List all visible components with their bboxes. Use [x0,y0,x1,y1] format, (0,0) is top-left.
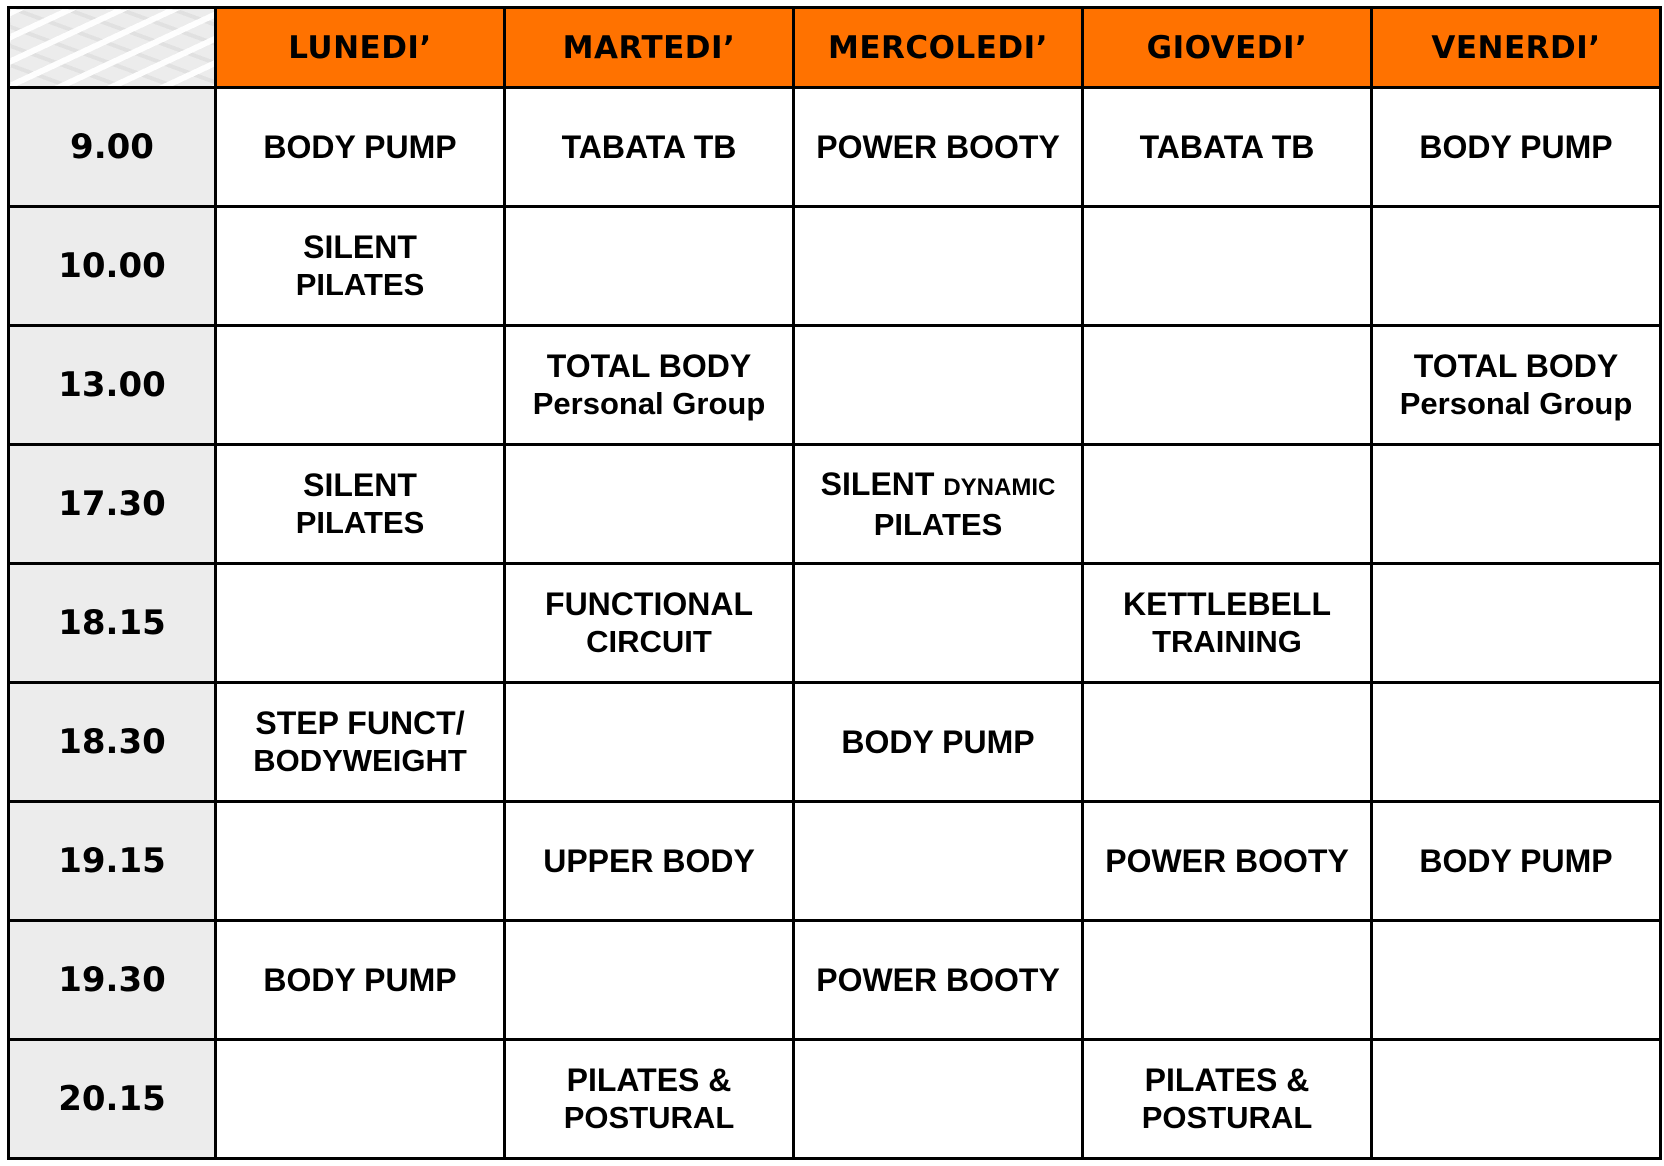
time-cell: 19.15 [9,802,216,921]
class-cell-tuesday [505,564,794,683]
time-cell: 10.00 [9,207,216,326]
class-cell-monday [216,683,505,802]
class-cell-wednesday [794,683,1083,802]
class-name-text: BODY PUMP [1419,842,1613,879]
schedule-row [9,921,1661,1040]
class-cell-tuesday [505,445,794,564]
schedule-row [9,802,1661,921]
class-name-text: POWER BOOTY [1105,842,1349,879]
class-cell-tuesday [505,802,794,921]
class-cell-thursday [1083,445,1372,564]
class-name-text: PILATES & [566,1062,732,1098]
class-cell-tuesday [505,207,794,326]
class-cell-monday [216,921,505,1040]
class-cell-thursday [1083,88,1372,207]
day-header-wednesday: MERCOLEDI’ [794,8,1083,88]
class-name-line1 [795,466,1081,506]
time-cell: 18.30 [9,683,216,802]
class-name-text: TOTAL BODY [1413,348,1619,384]
class-cell-thursday [1083,1040,1372,1159]
day-header-tuesday: MARTEDI’ [505,8,794,88]
class-name-line2: TRAINING [1152,624,1302,659]
class-cell-thursday [1083,921,1372,1040]
corner-cell [9,8,216,88]
schedule-row [9,88,1661,207]
class-cell-wednesday [794,445,1083,564]
class-name-line2: Personal Group [1399,386,1633,421]
class-name-line1 [506,348,792,385]
class-cell-thursday [1083,802,1372,921]
class-name-line1 [217,962,503,999]
class-cell-friday [1372,921,1661,1040]
class-cell-monday [216,326,505,445]
class-name-text: STEP FUNCT/ [255,705,465,741]
class-cell-monday [216,445,505,564]
header-row [9,8,1661,88]
class-name-line1 [795,962,1081,999]
time-cell: 20.15 [9,1040,216,1159]
class-name-text: UPPER BODY [543,842,755,879]
class-name-text: BODY PUMP [263,128,457,165]
class-cell-wednesday [794,88,1083,207]
class-name-line2: PILATES [295,505,425,540]
class-cell-wednesday [794,326,1083,445]
class-cell-monday [216,207,505,326]
class-name-line1 [217,705,503,742]
class-name-text: BODY PUMP [1419,128,1613,165]
class-name-line1 [506,843,792,880]
class-cell-monday [216,802,505,921]
class-name-line2: POSTURAL [1141,1100,1313,1135]
class-name-text: BODY PUMP [263,961,457,998]
class-cell-friday [1372,1040,1661,1159]
class-name-line2: POSTURAL [563,1100,735,1135]
class-cell-tuesday [505,326,794,445]
schedule-row [9,207,1661,326]
time-cell: 19.30 [9,921,216,1040]
class-name-text: TABATA TB [561,128,737,165]
class-cell-friday [1372,207,1661,326]
class-cell-friday [1372,445,1661,564]
class-name-text: TABATA TB [1139,128,1315,165]
class-cell-tuesday [505,88,794,207]
day-header-thursday: GIOVEDI’ [1083,8,1372,88]
class-name-line1 [506,1062,792,1099]
class-cell-tuesday [505,921,794,1040]
time-cell: 9.00 [9,88,216,207]
class-cell-monday [216,564,505,683]
class-name-line1 [1084,586,1370,623]
schedule-body [9,88,1661,1159]
class-cell-monday [216,88,505,207]
class-cell-thursday [1083,683,1372,802]
class-name-text: SILENT [303,229,417,265]
schedule-row [9,1040,1661,1159]
class-cell-wednesday [794,207,1083,326]
class-name-line1 [1084,843,1370,880]
class-name-text: TOTAL BODY [546,348,752,384]
class-name-line1 [795,129,1081,166]
time-cell: 17.30 [9,445,216,564]
class-name-line2: Personal Group [532,386,766,421]
class-name-text: POWER BOOTY [816,961,1060,998]
class-name-line2: BODYWEIGHT [253,743,467,778]
time-cell: 13.00 [9,326,216,445]
class-name-text: SILENT [820,465,935,502]
class-name-text: BODY PUMP [841,723,1035,760]
class-cell-thursday [1083,564,1372,683]
class-cell-wednesday [794,1040,1083,1159]
class-cell-friday [1372,326,1661,445]
schedule-row [9,326,1661,445]
class-cell-thursday [1083,326,1372,445]
class-name-line2: CIRCUIT [586,624,712,659]
class-cell-friday [1372,564,1661,683]
class-cell-friday [1372,683,1661,802]
class-name-line1 [506,129,792,166]
class-cell-wednesday [794,564,1083,683]
class-name-line1 [217,467,503,504]
class-cell-friday [1372,88,1661,207]
class-name-text: PILATES & [1144,1062,1310,1098]
class-cell-wednesday [794,921,1083,1040]
time-cell: 18.15 [9,564,216,683]
schedule-row [9,445,1661,564]
class-name-line2: PILATES [873,506,1003,542]
class-name-line1 [1084,129,1370,166]
day-header-friday: VENERDI’ [1372,8,1661,88]
class-name-line1 [795,724,1081,761]
class-name-line1 [1373,348,1659,385]
class-cell-tuesday [505,1040,794,1159]
class-name-line1 [1373,129,1659,166]
class-cell-monday [216,1040,505,1159]
schedule-row [9,564,1661,683]
class-name-line1 [217,229,503,266]
day-header-monday: LUNEDI’ [216,8,505,88]
class-cell-tuesday [505,683,794,802]
class-cell-friday [1372,802,1661,921]
class-name-text: FUNCTIONAL [545,586,753,622]
class-name-small-text: DYNAMIC [943,473,1056,501]
class-name-text: POWER BOOTY [816,128,1060,165]
weekly-schedule-table [7,6,1662,1160]
class-name-line1 [1373,843,1659,880]
class-name-line1 [506,586,792,623]
class-name-line2: PILATES [295,267,425,302]
class-name-text: KETTLEBELL [1123,586,1331,622]
class-name-line1 [1084,1062,1370,1099]
class-cell-thursday [1083,207,1372,326]
class-name-line1 [217,129,503,166]
class-cell-wednesday [794,802,1083,921]
schedule-row [9,683,1661,802]
class-name-text: SILENT [303,467,417,503]
